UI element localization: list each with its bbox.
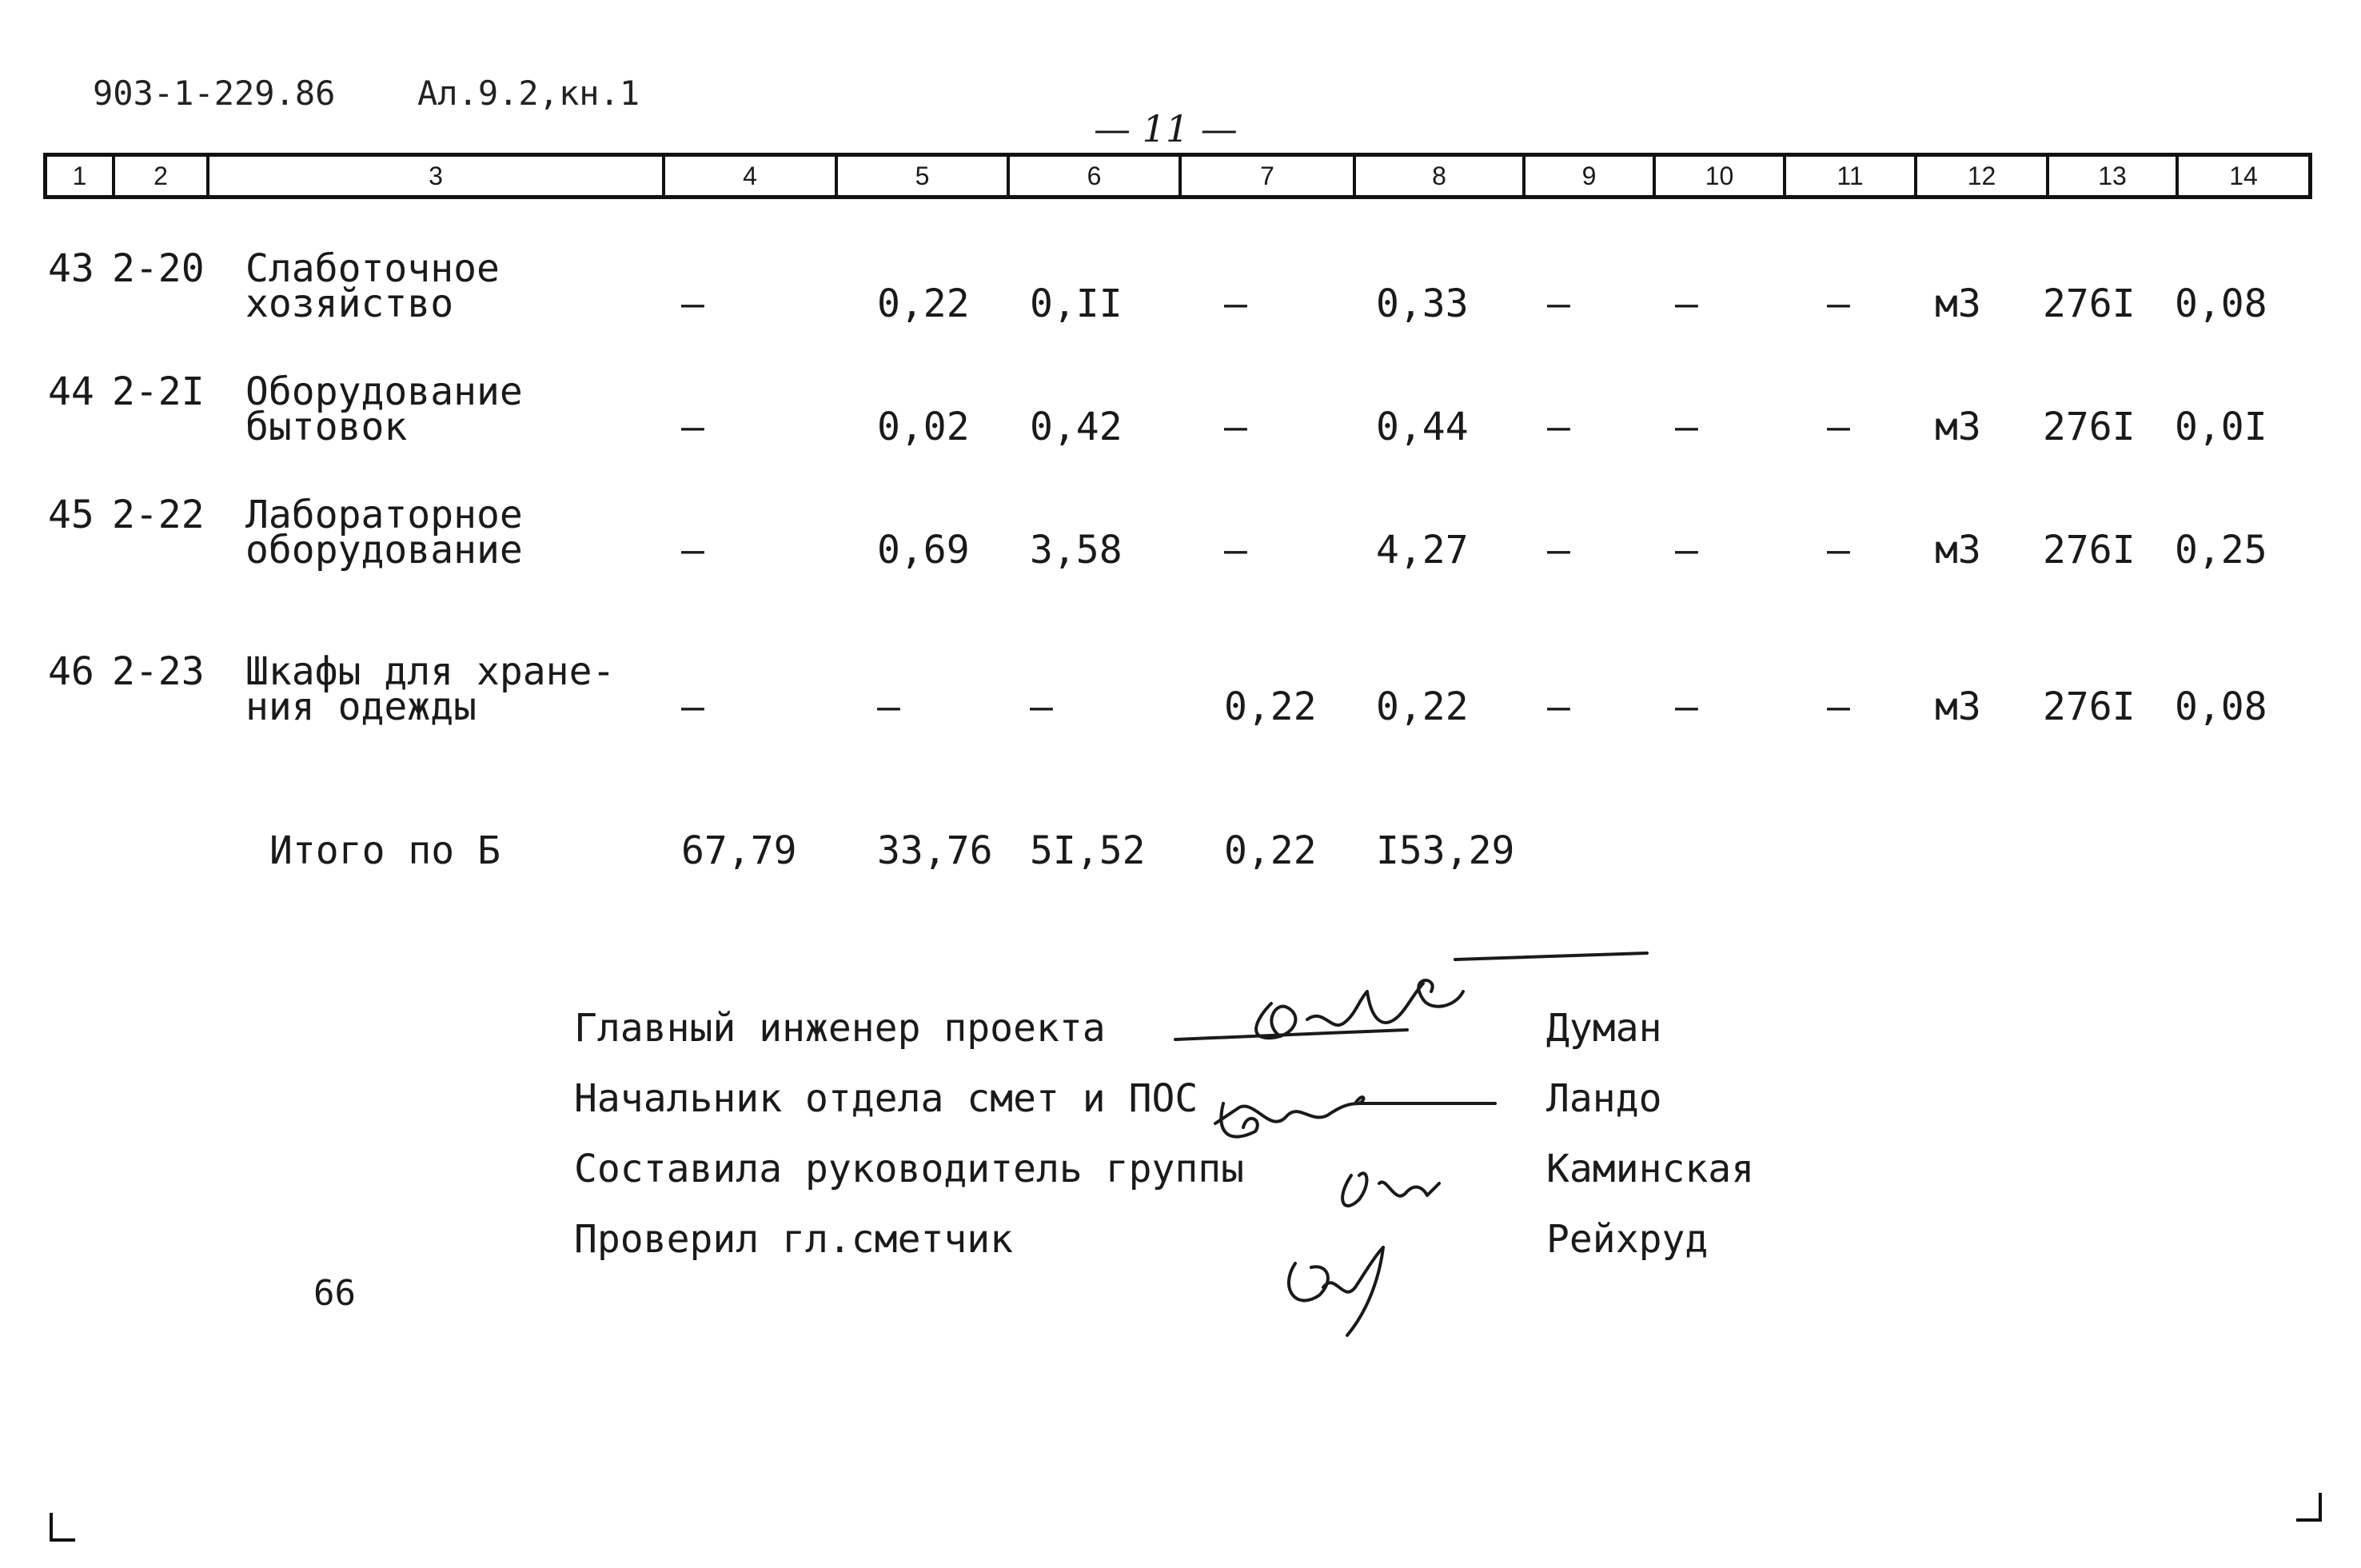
row-cell: 3,58	[1030, 528, 1123, 573]
row-cell: 0,0I	[2175, 405, 2267, 449]
row-name-line2: ния одежды	[245, 684, 477, 729]
row-name-line1: Слаботочное	[245, 246, 500, 291]
row-name-line1: Шкафы для хране-	[245, 649, 616, 694]
row-cell: м3	[1935, 528, 1981, 573]
column-number: 13	[2049, 157, 2179, 195]
album-reference: Ал.9.2,кн.1	[417, 74, 640, 113]
crop-mark-bottom-right	[2293, 1491, 2325, 1523]
signature-role: Начальник отдела смет и ПОС	[574, 1076, 1198, 1121]
column-number: 6	[1010, 157, 1182, 195]
column-number: 3	[209, 157, 665, 195]
row-cell: –	[1547, 528, 1570, 573]
row-cell: 0,33	[1376, 281, 1469, 326]
row-cell: –	[1675, 684, 1698, 729]
row-cell: –	[1827, 405, 1850, 449]
row-cell: 0,22	[877, 281, 970, 326]
row-code: 2-20	[112, 246, 205, 291]
row-number: 46	[48, 649, 94, 694]
total-cell: 5I,52	[1030, 828, 1146, 873]
column-number: 5	[838, 157, 1010, 195]
row-cell: 0,69	[877, 528, 970, 573]
row-cell: –	[1547, 281, 1570, 326]
row-cell: –	[1827, 281, 1850, 326]
total-label: Итого по Б	[269, 828, 501, 873]
row-cell: –	[1827, 528, 1850, 573]
row-cell: 0,II	[1030, 281, 1123, 326]
row-cell: –	[681, 281, 704, 326]
row-cell: –	[1224, 405, 1247, 449]
signature-name: Ландо	[1546, 1076, 1662, 1121]
row-cell: 0,25	[2175, 528, 2267, 573]
row-cell: –	[1547, 684, 1570, 729]
row-cell: –	[1547, 405, 1570, 449]
row-cell: м3	[1935, 405, 1981, 449]
sheet-mark: 66	[313, 1273, 356, 1314]
column-number: 8	[1356, 157, 1525, 195]
row-code: 2-22	[112, 493, 205, 537]
row-name-line1: Оборудование	[245, 369, 523, 414]
signature-role: Составила руководитель группы	[574, 1147, 1245, 1191]
total-cell: 67,79	[681, 828, 797, 873]
total-cell: I53,29	[1376, 828, 1515, 873]
row-name-line2: оборудование	[245, 528, 523, 573]
total-cell: 0,22	[1224, 828, 1317, 873]
signature-role: Проверил гл.сметчик	[574, 1217, 1014, 1262]
row-cell: м3	[1935, 281, 1981, 326]
column-number: 12	[1917, 157, 2049, 195]
row-code: 2-23	[112, 649, 205, 694]
column-number-header	[43, 153, 2312, 199]
row-cell: 0,08	[2175, 684, 2267, 729]
row-name-line1: Лабораторное	[245, 493, 523, 537]
signature-name: Каминская	[1546, 1147, 1755, 1191]
column-number: 10	[1656, 157, 1786, 195]
row-cell: 276I	[2043, 405, 2136, 449]
row-cell: –	[681, 684, 704, 729]
signature-name: Рейхруд	[1546, 1217, 1709, 1262]
row-name-line2: хозяйство	[245, 281, 454, 326]
crop-mark-bottom-left	[48, 1511, 80, 1543]
row-name-line2: бытовок	[245, 405, 408, 449]
row-cell: –	[1827, 684, 1850, 729]
column-number: 14	[2229, 162, 2258, 190]
row-number: 45	[48, 493, 94, 537]
column-number: 4	[665, 157, 838, 195]
row-cell: –	[1224, 281, 1247, 326]
column-number: 2	[115, 157, 209, 195]
row-cell: 276I	[2043, 528, 2136, 573]
row-cell: 0,02	[877, 405, 970, 449]
handwritten-signatures	[1167, 944, 1663, 1359]
row-cell: –	[681, 405, 704, 449]
row-number: 43	[48, 246, 94, 291]
signature-role: Главный инженер проекта	[574, 1006, 1106, 1051]
row-cell: 4,27	[1376, 528, 1469, 573]
row-cell: 0,44	[1376, 405, 1469, 449]
column-number: 11	[1786, 157, 1917, 195]
row-cell: 276I	[2043, 684, 2136, 729]
page-number: — 11 —	[1094, 107, 1238, 150]
row-code: 2-2I	[112, 369, 205, 414]
total-cell: 33,76	[877, 828, 993, 873]
row-number: 44	[48, 369, 94, 414]
column-number: 9	[1525, 157, 1656, 195]
row-cell: 0,08	[2175, 281, 2267, 326]
document-code: 903-1-229.86	[93, 74, 336, 113]
signature-name: Думан	[1546, 1006, 1662, 1051]
row-cell: м3	[1935, 684, 1981, 729]
row-cell: –	[1224, 528, 1247, 573]
row-cell: 0,22	[1224, 684, 1317, 729]
column-number: 1	[47, 157, 115, 195]
row-cell: 0,22	[1376, 684, 1469, 729]
row-cell: –	[1675, 405, 1698, 449]
row-cell: 276I	[2043, 281, 2136, 326]
row-cell: –	[1030, 684, 1053, 729]
row-cell: –	[1675, 528, 1698, 573]
row-cell: –	[1675, 281, 1698, 326]
column-number: 7	[1182, 157, 1356, 195]
row-cell: –	[877, 684, 900, 729]
row-cell: –	[681, 528, 704, 573]
row-cell: 0,42	[1030, 405, 1123, 449]
